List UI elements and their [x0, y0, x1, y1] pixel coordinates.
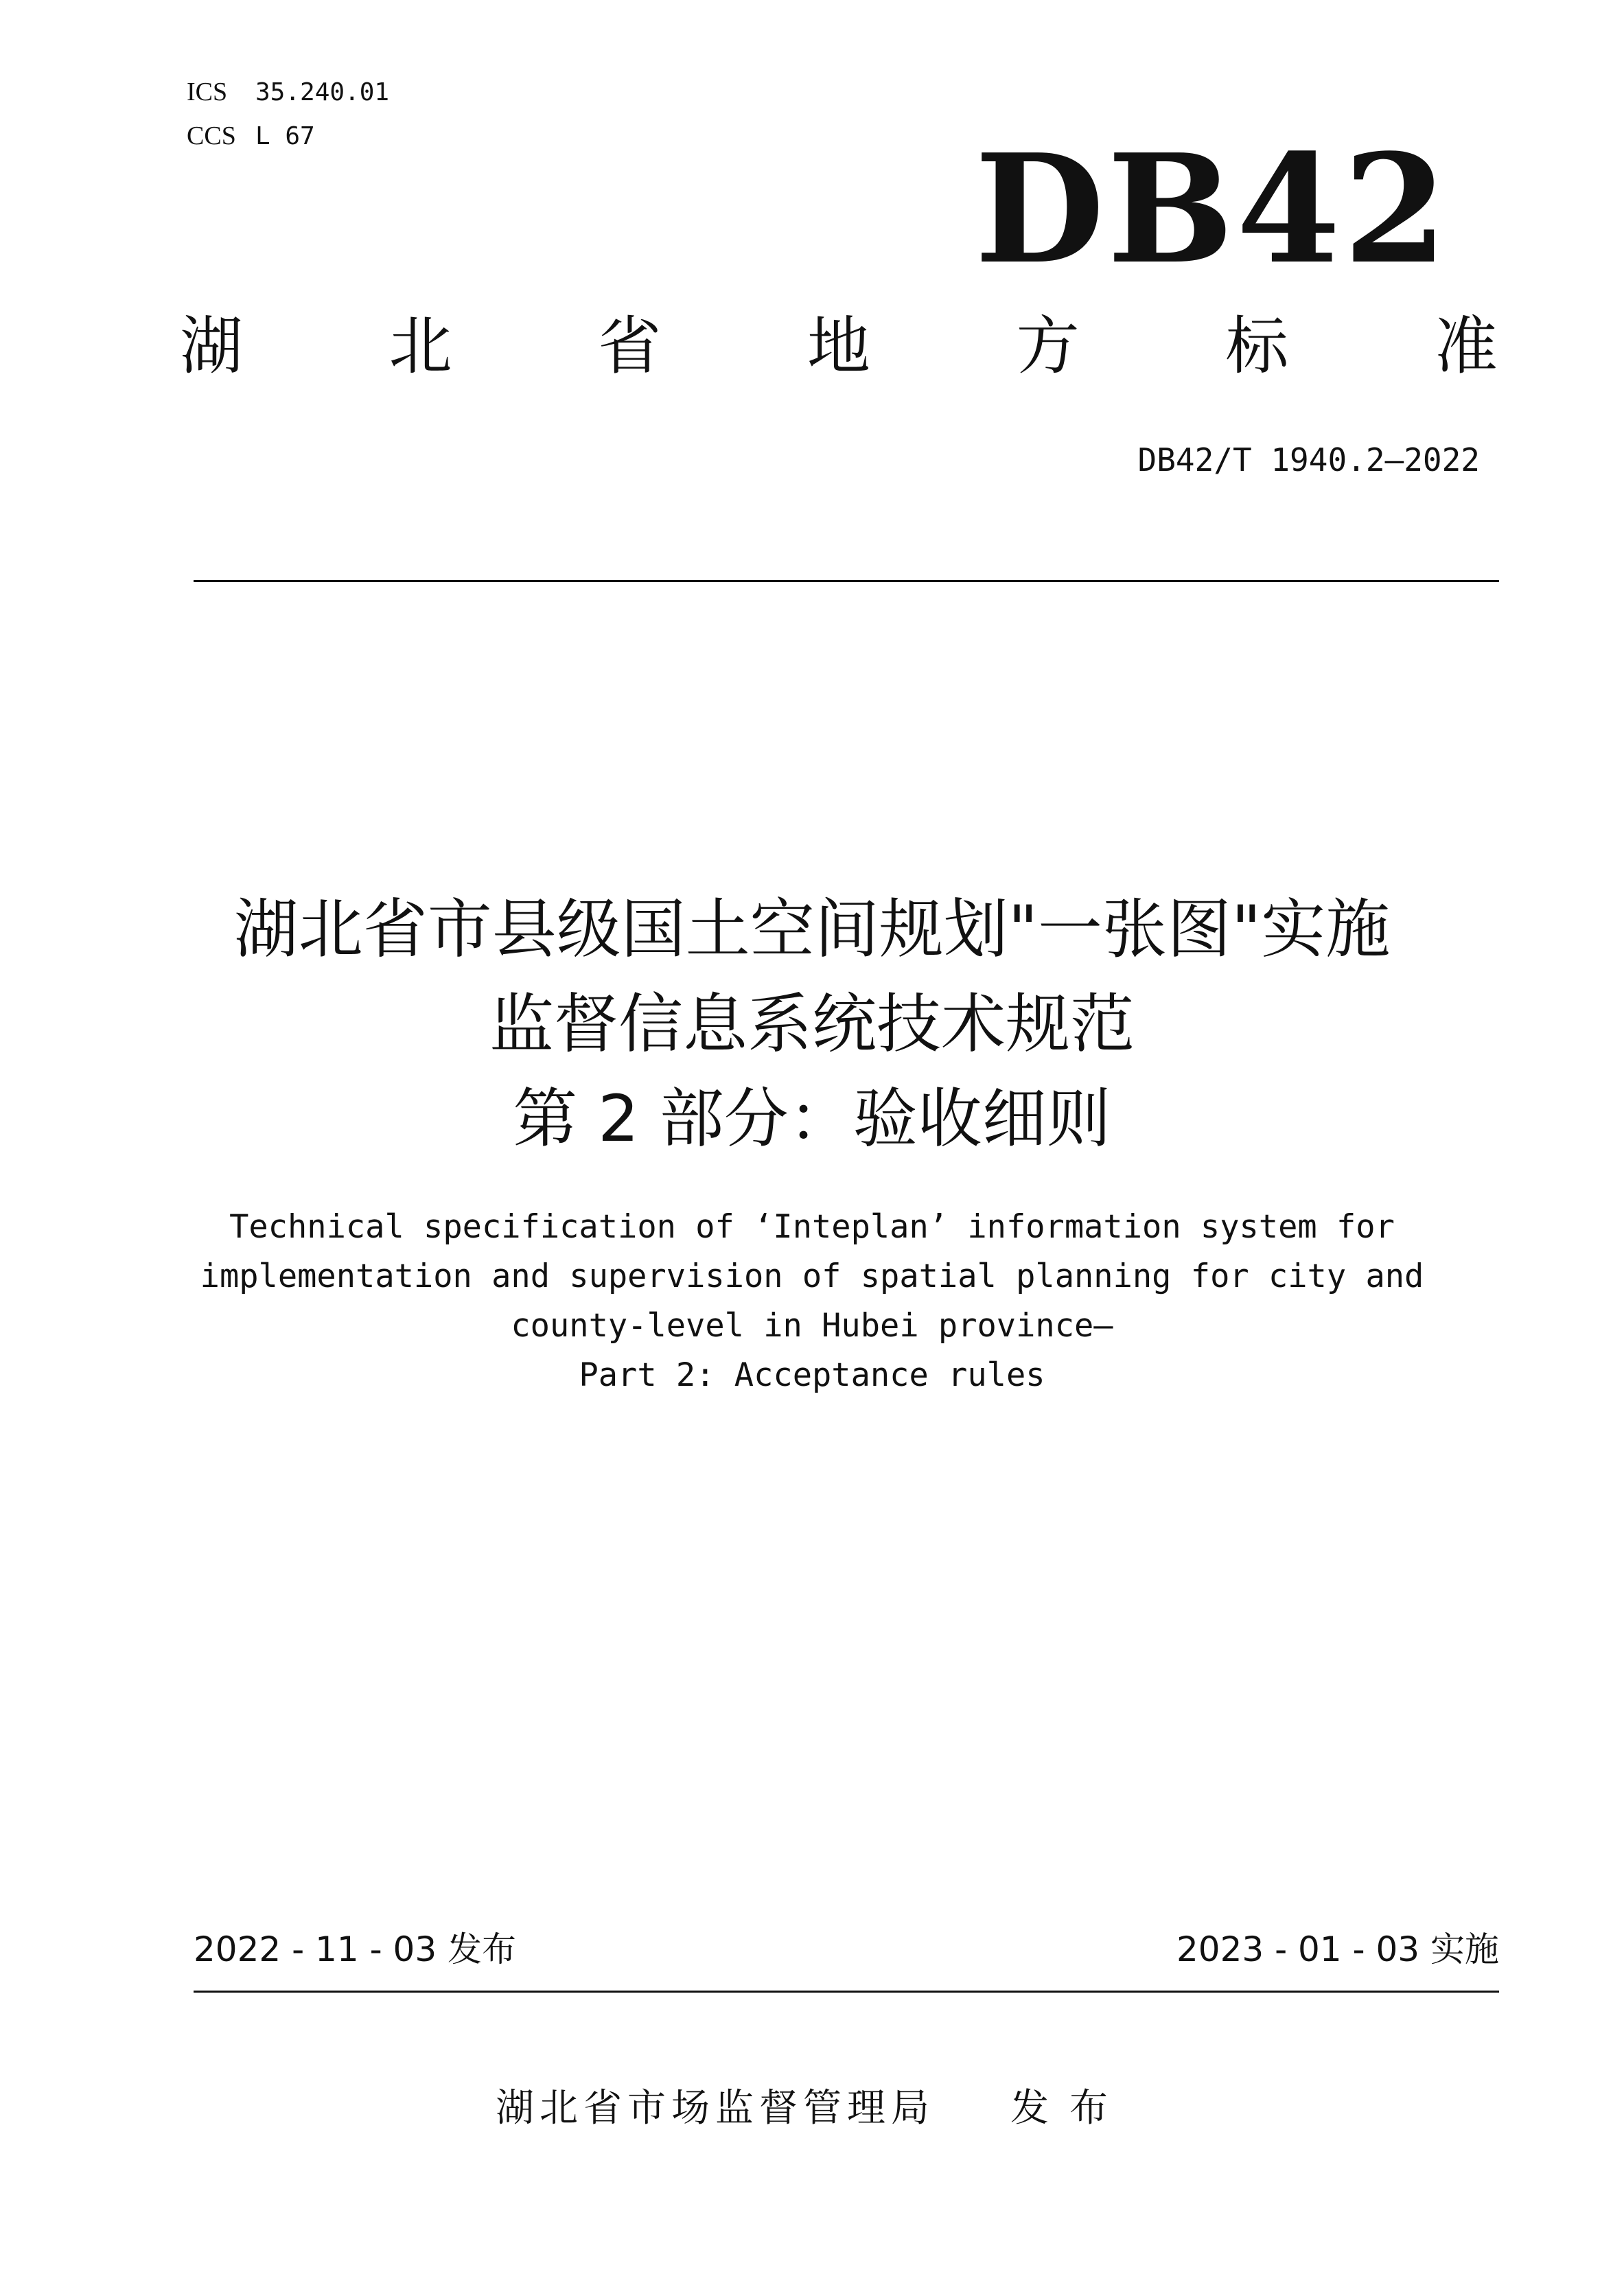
title-cn-line3: 第 2 部分：验收细则: [513, 1082, 1111, 1157]
db42-logo: DB42: [975, 121, 1450, 297]
title-en: [0, 1203, 1624, 1400]
standard-type-char: 北: [388, 310, 452, 383]
issue-date: 2022 - 11 - 03 发布: [194, 1929, 517, 1969]
title-en-line4: Part 2: Acceptance rules: [579, 1356, 1045, 1394]
ccs-label: CCS: [187, 121, 236, 150]
standard-type-char: 地: [807, 310, 870, 383]
standard-type-char: 湖: [180, 310, 244, 383]
footer-divider: [194, 1991, 1499, 1993]
standard-type-char: 准: [1434, 310, 1498, 383]
ccs-value: L 67: [255, 122, 315, 150]
title-en-line1: Technical specification of ‘Inteplan’ information system for: [229, 1208, 1395, 1246]
implementation-date: 2023 - 01 - 03 实施: [1176, 1929, 1499, 1969]
standard-type-char: 方: [1016, 310, 1080, 383]
title-cn-line2: 监督信息系统技术规范: [489, 987, 1135, 1062]
standard-type-char: 标: [1225, 310, 1289, 383]
ccs-code: [187, 119, 315, 153]
title-en-line2: implementation and supervision of spatial planning for city and: [200, 1257, 1424, 1295]
issuer-org: 湖北省市场监督管理局: [496, 2086, 935, 2131]
title-en-line3: county-level in Hubei province—: [511, 1307, 1113, 1345]
standard-number: DB42/T 1940.2—2022: [1137, 441, 1480, 478]
issuer-line: [0, 2081, 1624, 2136]
standard-type-char: 省: [598, 310, 662, 383]
header-divider: [194, 580, 1499, 582]
ics-value: 35.240.01: [255, 78, 390, 106]
ics-code: [187, 76, 389, 109]
ics-label: ICS: [187, 78, 228, 106]
standard-type-heading: [180, 309, 1498, 384]
issuer-action: 发布: [1010, 2086, 1128, 2131]
title-cn-line1: 湖北省市县级国土空间规划"一张图"实施: [233, 892, 1391, 967]
